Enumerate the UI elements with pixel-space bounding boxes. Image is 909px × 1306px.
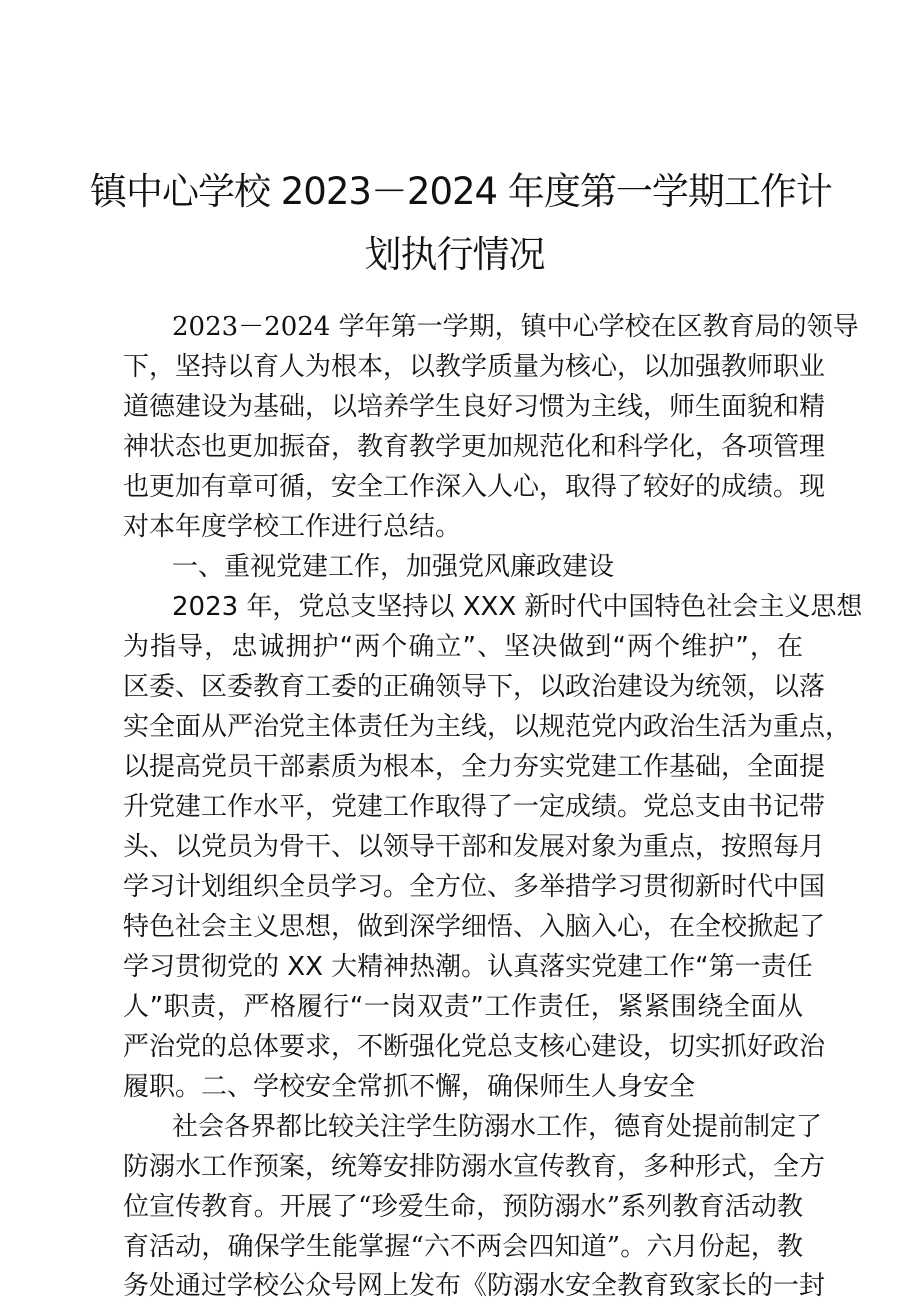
paragraph-2-line: 学习计划组织全员学习。全方位、多举措学习贯彻新时代中国 xyxy=(123,872,826,902)
document-title-line-1: 镇中心学校 2023－2024 年度第一学期工作计 xyxy=(90,170,832,213)
paragraph-1-line: 对本年度学校工作进行总结。 xyxy=(123,512,462,542)
paragraph-2-line: 学习贯彻党的 XX 大精神热潮。认真落实党建工作“第一责任 xyxy=(123,952,813,982)
paragraph-1-line: 2023－2024 学年第一学期，镇中心学校在区教育局的领导 xyxy=(172,312,859,342)
paragraph-2-line: 履职。二、学校安全常抓不懈，确保师生人身安全 xyxy=(123,1072,696,1102)
paragraph-2-line: 严治党的总体要求，不断强化党总支核心建设，切实抓好政治 xyxy=(123,1032,826,1062)
paragraph-2-line: 头、以党员为骨干、以领导干部和发展对象为重点，按照每月 xyxy=(123,832,826,862)
paragraph-3-line: 社会各界都比较关注学生防溺水工作，德育处提前制定了 xyxy=(172,1112,823,1142)
document-title-line-2: 划执行情况 xyxy=(364,233,545,276)
paragraph-2-line: 以提高党员干部素质为根本，全力夯实党建工作基础，全面提 xyxy=(123,752,826,782)
paragraph-3-line: 育活动，确保学生能掌握“六不两会四知道”。六月份起，教 xyxy=(123,1232,803,1262)
paragraph-2-line: 特色社会主义思想，做到深学细悟、入脑入心，在全校掀起了 xyxy=(123,912,826,942)
paragraph-2-line: 区委、区委教育工委的正确领导下，以政治建设为统领，以落 xyxy=(123,672,826,702)
paragraph-2-line: 为指导，忠诚拥护“两个确立”、坚决做到“两个维护”，在 xyxy=(123,632,803,662)
section-heading-1: 一、重视党建工作，加强党风廉政建设 xyxy=(172,552,615,582)
paragraph-2-line: 人”职责，严格履行“一岗双责”工作责任，紧紧围绕全面从 xyxy=(123,992,803,1022)
paragraph-3-line: 务处通过学校公众号网上发布《防溺水安全教育致家长的一封 xyxy=(123,1271,826,1301)
paragraph-1-line: 也更加有章可循，安全工作深入人心，取得了较好的成绩。现 xyxy=(123,472,826,502)
paragraph-1-line: 神状态也更加振奋，教育教学更加规范化和科学化，各项管理 xyxy=(123,432,826,462)
paragraph-2-line: 2023 年，党总支坚持以 XXX 新时代中国特色社会主义思想 xyxy=(172,592,863,622)
paragraph-3-line: 防溺水工作预案，统筹安排防溺水宣传教育，多种形式，全方 xyxy=(123,1152,826,1182)
paragraph-2-line: 实全面从严治党主体责任为主线，以规范党内政治生活为重点， xyxy=(123,712,852,742)
paragraph-2-line: 升党建工作水平，党建工作取得了一定成绩。党总支由书记带 xyxy=(123,792,826,822)
paragraph-1-line: 下，坚持以育人为根本，以教学质量为核心，以加强教师职业 xyxy=(123,352,826,382)
paragraph-1-line: 道德建设为基础，以培养学生良好习惯为主线，师生面貌和精 xyxy=(123,392,826,422)
paragraph-3-line: 位宣传教育。开展了“珍爱生命，预防溺水”系列教育活动教 xyxy=(123,1192,803,1222)
